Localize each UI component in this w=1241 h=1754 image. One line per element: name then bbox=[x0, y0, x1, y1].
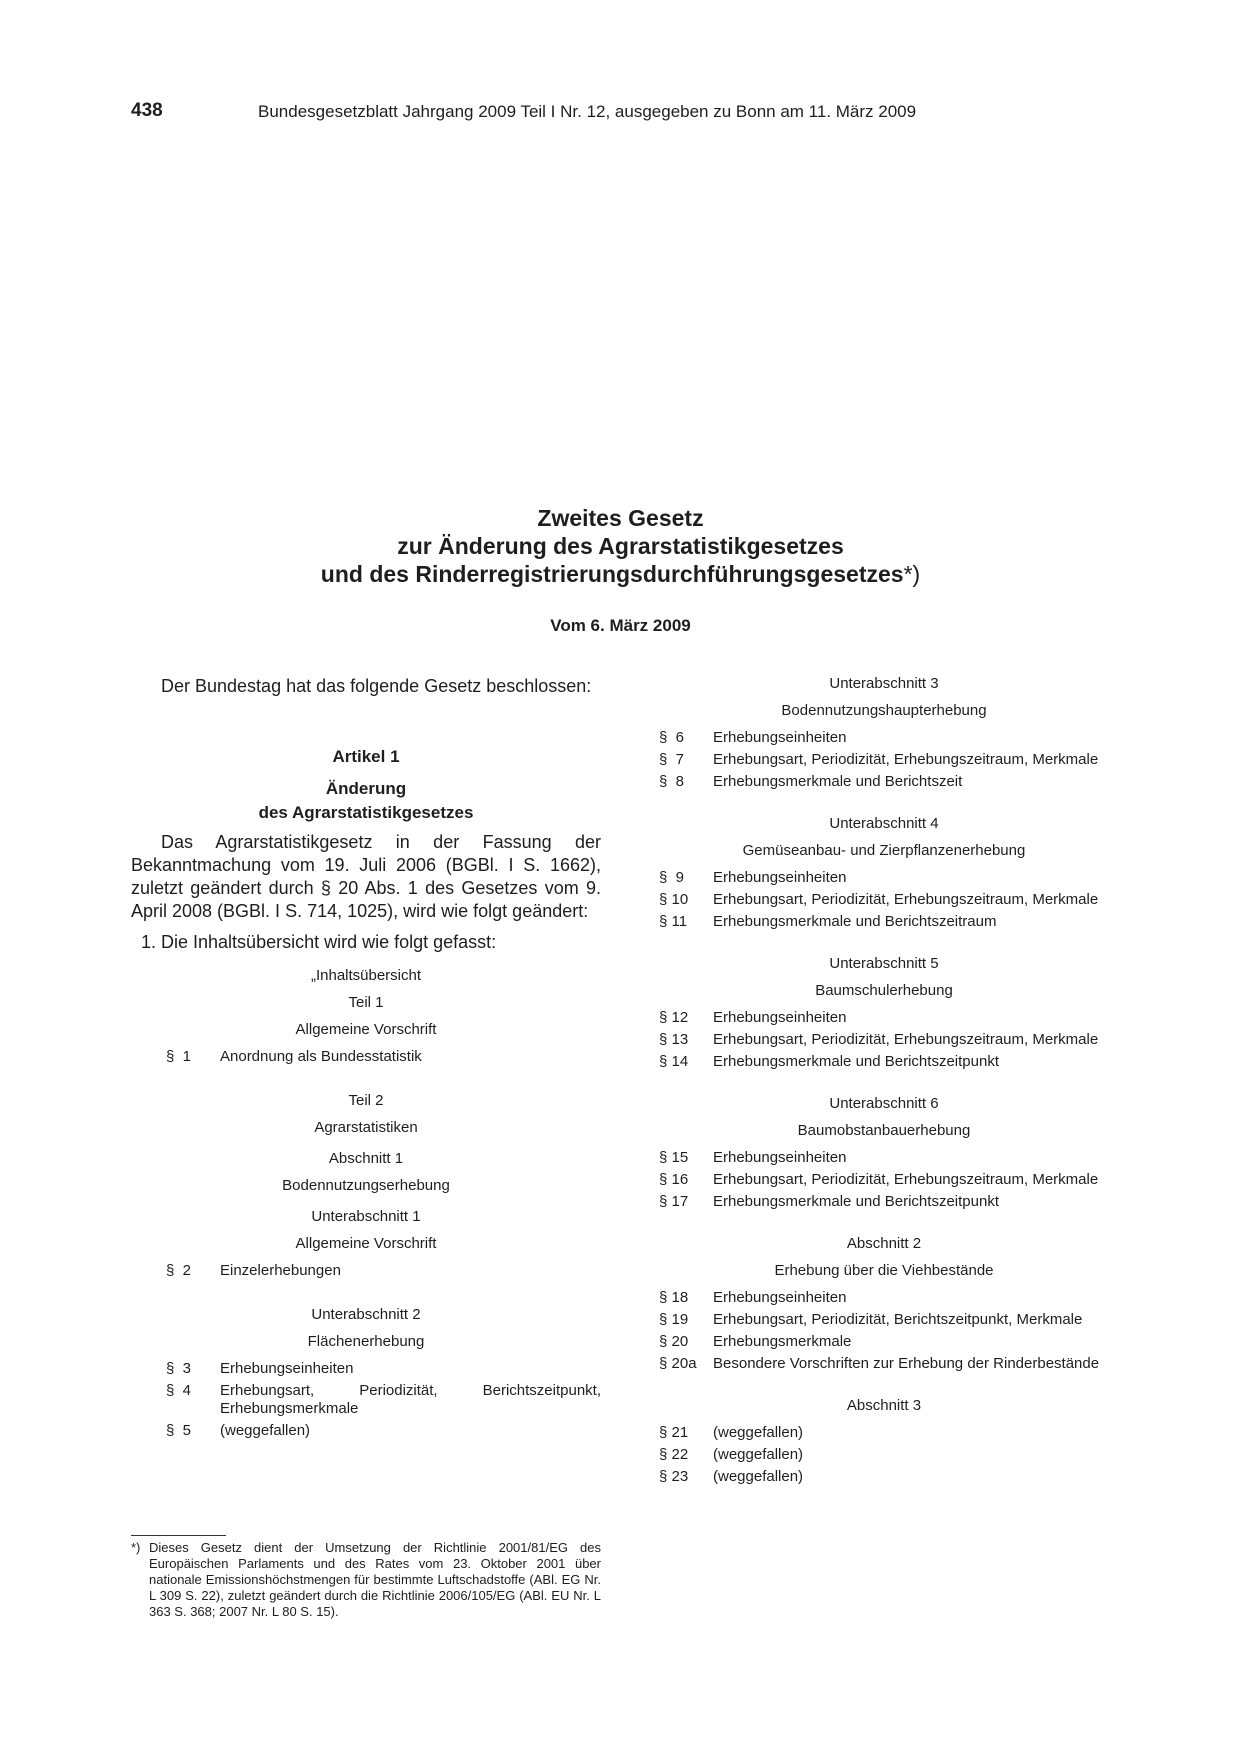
toc-paragraph-number: § 4 bbox=[166, 1382, 192, 1399]
running-title: Bundesgesetzblatt Jahrgang 2009 Teil I Nr. 12, ausgegeben zu Bonn am 11. März 2009 bbox=[258, 102, 917, 121]
toc-paragraph-title: Erhebungseinheiten bbox=[713, 1009, 847, 1026]
toc-paragraph-title: Erhebungsart, Periodizität, Erhebungszeitraum, Merkmale bbox=[713, 751, 1099, 768]
toc-subsection-4: Unterabschnitt 4 bbox=[829, 815, 939, 832]
toc-entry bbox=[659, 891, 1109, 909]
toc-entry bbox=[659, 1311, 1109, 1329]
toc-paragraph-number: § 18 bbox=[659, 1289, 689, 1306]
footnote-text: Dieses Gesetz dient der Umsetzung der Richtlinie 2001/81/EG des Europäischen Parlaments und des Rates vom 23. Oktober 2001 über nationale Emissionshöchstmengen für bestimmte Luftschadstoffe (ABl. EG Nr. L 309 S. 22), zuletzt geändert durch die Richtlinie 2006/105/EG (ABl. EU Nr. L 363 S. 368; 2007 Nr. L 80 S. 15). bbox=[149, 1540, 601, 1619]
toc-paragraph-number: § 23 bbox=[659, 1468, 689, 1485]
toc-subsection-2-title: Flächenerhebung bbox=[307, 1333, 425, 1350]
toc-paragraph-title: Erhebungsmerkmale und Berichtszeit bbox=[713, 773, 963, 790]
toc-paragraph-number: § 15 bbox=[659, 1149, 689, 1166]
toc-subsection-5-title: Baumschulerhebung bbox=[815, 982, 953, 999]
amendment-item-1: 1. Die Inhaltsübersicht wird wie folgt gefasst: bbox=[141, 932, 497, 952]
page-number: 438 bbox=[131, 100, 163, 121]
toc-paragraph-number: § 3 bbox=[166, 1360, 192, 1377]
toc-entry bbox=[659, 729, 1109, 747]
footnote-divider bbox=[131, 1535, 226, 1536]
toc-paragraph-number: § 8 bbox=[659, 773, 685, 790]
toc-entry bbox=[659, 1333, 1109, 1351]
toc-entry bbox=[166, 1262, 601, 1280]
law-date: Vom 6. März 2009 bbox=[550, 616, 691, 635]
toc-paragraph-title: Erhebungsmerkmale und Berichtszeitpunkt bbox=[713, 1053, 999, 1070]
toc-part-1: Teil 1 bbox=[348, 994, 384, 1011]
toc-entry bbox=[659, 751, 1109, 769]
footnote-reference: *) bbox=[903, 561, 921, 587]
toc-subsection-3-title: Bodennutzungshaupterhebung bbox=[781, 702, 987, 719]
toc-subsection-4-title: Gemüseanbau- und Zierpflanzenerhebung bbox=[742, 842, 1026, 859]
toc-entry bbox=[659, 1171, 1109, 1189]
toc-paragraph-number: § 13 bbox=[659, 1031, 689, 1048]
toc-entry bbox=[659, 1446, 1109, 1464]
toc-entry bbox=[659, 1053, 1109, 1071]
article-text: Das Agrarstatistikgesetz in der Fassung der Bekanntmachung vom 19. Juli 2006 (BGBl. I S. 1662), zuletzt geändert durch § 20 Abs. 1 des Gesetzes vom 9. April 2008 (BGBl. I S. 714, 1025), wird wie folgt geändert: bbox=[131, 832, 601, 921]
toc-subsection-1-title: Allgemeine Vorschrift bbox=[295, 1235, 437, 1252]
toc-part-1-title: Allgemeine Vorschrift bbox=[295, 1021, 437, 1038]
page-header bbox=[131, 100, 1121, 130]
toc-section-3: Abschnitt 3 bbox=[846, 1397, 922, 1414]
toc-entry bbox=[659, 1193, 1109, 1211]
toc-entry bbox=[659, 1424, 1109, 1442]
toc-paragraph-number: § 21 bbox=[659, 1424, 689, 1441]
toc-entry bbox=[166, 1422, 601, 1440]
toc-subsection-5: Unterabschnitt 5 bbox=[829, 955, 939, 972]
toc-subsection-1: Unterabschnitt 1 bbox=[311, 1208, 421, 1225]
toc-paragraph-title: Erhebungsart, Periodizität, Erhebungszeitraum, Merkmale bbox=[713, 891, 1099, 908]
toc-entry bbox=[659, 1468, 1109, 1486]
toc-subsection-2: Unterabschnitt 2 bbox=[311, 1306, 421, 1323]
toc-entry bbox=[659, 773, 1109, 791]
article-title-line-2: des Agrarstatistikgesetzes bbox=[258, 803, 474, 822]
toc-paragraph-title: Erhebungsmerkmale und Berichtszeitraum bbox=[713, 913, 997, 930]
article-label: Artikel 1 bbox=[332, 747, 400, 766]
toc-paragraph-number: § 20 bbox=[659, 1333, 689, 1350]
toc-paragraph-number: § 14 bbox=[659, 1053, 689, 1070]
toc-subsection-6-title: Baumobstanbauerhebung bbox=[797, 1122, 971, 1139]
toc-part-2-title: Agrarstatistiken bbox=[314, 1119, 418, 1136]
toc-section-1-title: Bodennutzungserhebung bbox=[282, 1177, 450, 1194]
toc-paragraph-number: § 1 bbox=[166, 1048, 192, 1065]
toc-paragraph-number: § 20a bbox=[659, 1355, 697, 1372]
right-column bbox=[659, 675, 1109, 1486]
article-title-line-1: Änderung bbox=[325, 779, 407, 798]
toc-paragraph-number: § 6 bbox=[659, 729, 685, 746]
toc-entry bbox=[659, 1289, 1109, 1307]
toc-paragraph-title: Erhebungseinheiten bbox=[713, 869, 847, 886]
toc-paragraph-number: § 16 bbox=[659, 1171, 689, 1188]
toc-entry bbox=[659, 1355, 1109, 1373]
footnote bbox=[131, 1540, 601, 1620]
toc-paragraph-title: (weggefallen) bbox=[713, 1424, 804, 1441]
toc-paragraph-title: Erhebungseinheiten bbox=[713, 729, 847, 746]
footnote-mark: *) bbox=[131, 1540, 141, 1555]
law-title-block bbox=[0, 504, 1241, 636]
law-title-line-2: zur Änderung des Agrarstatistikgesetzes bbox=[397, 533, 844, 559]
law-title-line-1: Zweites Gesetz bbox=[537, 505, 704, 531]
toc-entry bbox=[166, 1048, 601, 1066]
toc-subsection-6: Unterabschnitt 6 bbox=[829, 1095, 939, 1112]
toc-paragraph-number: § 10 bbox=[659, 891, 689, 908]
toc-paragraph-number: § 17 bbox=[659, 1193, 689, 1210]
toc-entry bbox=[166, 1382, 601, 1418]
toc-paragraph-title: (weggefallen) bbox=[713, 1468, 804, 1485]
law-title-line-3 bbox=[0, 560, 1241, 588]
toc-paragraph-title: Erhebungsart, Periodizität, Berichtszeitpunkt, Merkmale bbox=[713, 1311, 1083, 1328]
toc-paragraph-title: Erhebungseinheiten bbox=[220, 1360, 354, 1377]
toc-paragraph-title: Erhebungsart, Periodizität, Berichtszeitpunkt, Erhebungsmerkmale bbox=[220, 1382, 601, 1417]
toc-entry bbox=[166, 1360, 601, 1378]
toc-paragraph-title: Erhebungsart, Periodizität, Erhebungszeitraum, Merkmale bbox=[713, 1031, 1099, 1048]
toc-paragraph-number: § 11 bbox=[659, 913, 688, 930]
toc-paragraph-title: Erhebungsart, Periodizität, Erhebungszeitraum, Merkmale bbox=[713, 1171, 1099, 1188]
toc-paragraph-number: § 9 bbox=[659, 869, 685, 886]
toc-paragraph-title: Erhebungsmerkmale bbox=[713, 1333, 852, 1350]
toc-section-2: Abschnitt 2 bbox=[846, 1235, 922, 1252]
toc-paragraph-number: § 19 bbox=[659, 1311, 689, 1328]
toc-entry bbox=[659, 1009, 1109, 1027]
toc-paragraph-title: Erhebungsmerkmale und Berichtszeitpunkt bbox=[713, 1193, 999, 1210]
law-title-line-3-text: und des Rinderregistrierungsdurchführungsgesetzes bbox=[320, 561, 904, 587]
toc-paragraph-title: Erhebungseinheiten bbox=[713, 1149, 847, 1166]
toc-paragraph-title: Anordnung als Bundesstatistik bbox=[220, 1048, 422, 1065]
toc-paragraph-number: § 7 bbox=[659, 751, 685, 768]
enactment-clause: Der Bundestag hat das folgende Gesetz beschlossen: bbox=[161, 676, 592, 696]
toc-entry bbox=[659, 869, 1109, 887]
toc-section-2-title: Erhebung über die Viehbestände bbox=[774, 1262, 994, 1279]
toc-paragraph-title: (weggefallen) bbox=[220, 1422, 311, 1439]
toc-title: „Inhaltsübersicht bbox=[310, 967, 422, 984]
toc-part-2: Teil 2 bbox=[348, 1092, 384, 1109]
toc-entry bbox=[659, 1149, 1109, 1167]
toc-subsection-3: Unterabschnitt 3 bbox=[829, 675, 939, 692]
toc-paragraph-number: § 5 bbox=[166, 1422, 192, 1439]
toc-paragraph-number: § 12 bbox=[659, 1009, 689, 1026]
toc-paragraph-title: Erhebungseinheiten bbox=[713, 1289, 847, 1306]
toc-section-1: Abschnitt 1 bbox=[328, 1150, 404, 1167]
toc-paragraph-number: § 2 bbox=[166, 1262, 192, 1279]
toc-paragraph-number: § 22 bbox=[659, 1446, 689, 1463]
toc-entry bbox=[659, 1031, 1109, 1049]
toc-paragraph-title: Einzelerhebungen bbox=[220, 1262, 341, 1279]
left-column bbox=[131, 675, 601, 1440]
toc-entry bbox=[659, 913, 1109, 931]
toc-paragraph-title: (weggefallen) bbox=[713, 1446, 804, 1463]
toc-paragraph-title: Besondere Vorschriften zur Erhebung der Rinderbestände bbox=[713, 1355, 1100, 1372]
